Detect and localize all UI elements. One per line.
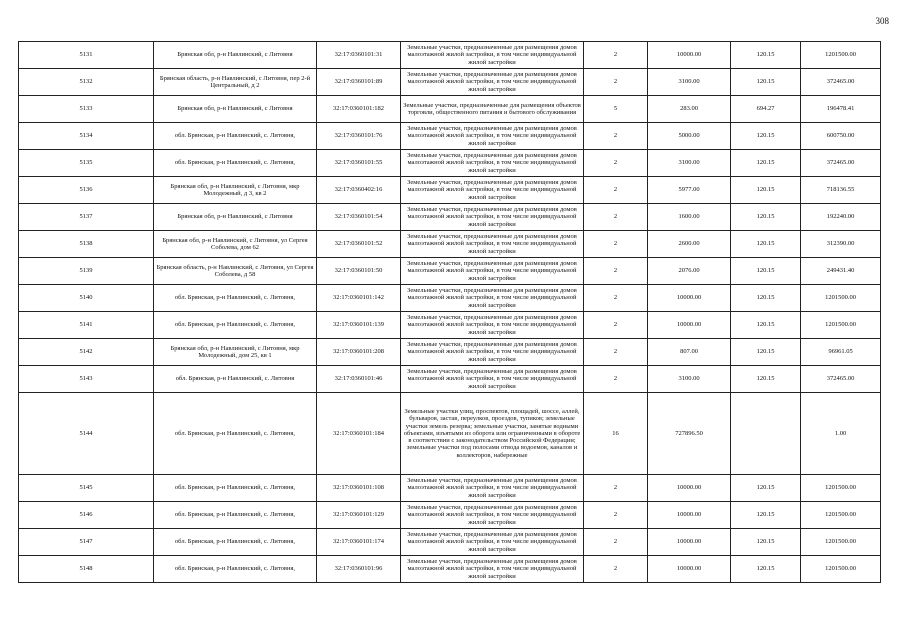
specific-value-cell: 120.15 bbox=[731, 312, 801, 339]
group-number-cell: 2 bbox=[584, 475, 648, 502]
area-cell: 5977.00 bbox=[648, 177, 731, 204]
specific-value-cell: 120.15 bbox=[731, 177, 801, 204]
land-use-cell: Земельные участки, предназначенные для размещения объектов торговли, общественного питания и бытового обслуживания bbox=[401, 96, 584, 123]
cadastral-number-cell: 32:17:0360101:54 bbox=[317, 204, 401, 231]
address-cell: обл. Брянская, р-н Навлинский, с. Литовня, bbox=[154, 502, 317, 529]
cadastral-value-cell: 372465.00 bbox=[801, 366, 881, 393]
address-cell: обл. Брянская, р-н Навлинский, с. Литовня, bbox=[154, 123, 317, 150]
cadastral-number-cell: 32:17:0360101:52 bbox=[317, 231, 401, 258]
land-use-cell: Земельные участки, предназначенные для размещения домов малоэтажной жилой застройки, в том числе индивидуальной жилой застройки bbox=[401, 475, 584, 502]
group-number-cell: 5 bbox=[584, 96, 648, 123]
record-number-cell: 5137 bbox=[19, 204, 154, 231]
cadastral-number-cell: 32:17:0360101:174 bbox=[317, 529, 401, 556]
record-number-cell: 5147 bbox=[19, 529, 154, 556]
record-number-cell: 5134 bbox=[19, 123, 154, 150]
specific-value-cell: 120.15 bbox=[731, 366, 801, 393]
specific-value-cell: 120.15 bbox=[731, 502, 801, 529]
table-row bbox=[19, 69, 881, 96]
cadastral-value-cell: 96961.05 bbox=[801, 339, 881, 366]
area-cell: 10000.00 bbox=[648, 556, 731, 583]
group-number-cell: 2 bbox=[584, 69, 648, 96]
group-number-cell: 16 bbox=[584, 393, 648, 475]
record-number-cell: 5140 bbox=[19, 285, 154, 312]
address-cell: обл. Брянская, р-н Навлинский, с. Литовня, bbox=[154, 285, 317, 312]
land-use-cell: Земельные участки, предназначенные для размещения домов малоэтажной жилой застройки, в том числе индивидуальной жилой застройки bbox=[401, 339, 584, 366]
land-use-cell: Земельные участки, предназначенные для размещения домов малоэтажной жилой застройки, в том числе индивидуальной жилой застройки bbox=[401, 366, 584, 393]
area-cell: 807.00 bbox=[648, 339, 731, 366]
specific-value-cell: 120.15 bbox=[731, 204, 801, 231]
record-number-cell: 5135 bbox=[19, 150, 154, 177]
record-number-cell: 5131 bbox=[19, 42, 154, 69]
cadastral-value-cell: 249431.40 bbox=[801, 258, 881, 285]
cadastral-number-cell: 32:17:0360101:89 bbox=[317, 69, 401, 96]
table-row bbox=[19, 285, 881, 312]
land-use-cell: Земельные участки, предназначенные для размещения домов малоэтажной жилой застройки, в том числе индивидуальной жилой застройки bbox=[401, 312, 584, 339]
cadastral-number-cell: 32:17:0360101:208 bbox=[317, 339, 401, 366]
cadastral-value-cell: 718136.55 bbox=[801, 177, 881, 204]
area-cell: 3100.00 bbox=[648, 150, 731, 177]
land-use-cell: Земельные участки, предназначенные для размещения домов малоэтажной жилой застройки, в том числе индивидуальной жилой застройки bbox=[401, 42, 584, 69]
group-number-cell: 2 bbox=[584, 312, 648, 339]
area-cell: 10000.00 bbox=[648, 285, 731, 312]
specific-value-cell: 120.15 bbox=[731, 285, 801, 312]
group-number-cell: 2 bbox=[584, 529, 648, 556]
land-use-cell: Земельные участки, предназначенные для размещения домов малоэтажной жилой застройки, в том числе индивидуальной жилой застройки bbox=[401, 177, 584, 204]
cadastral-value-cell: 192240.00 bbox=[801, 204, 881, 231]
specific-value-cell: 120.15 bbox=[731, 339, 801, 366]
address-cell: Брянская обл, р-н Навлинский, с Литовня, мкр Молодежный, д 3, кв 2 bbox=[154, 177, 317, 204]
table-row bbox=[19, 258, 881, 285]
record-number-cell: 5132 bbox=[19, 69, 154, 96]
specific-value-cell: 120.15 bbox=[731, 529, 801, 556]
table-row bbox=[19, 475, 881, 502]
specific-value-cell: 120.15 bbox=[731, 556, 801, 583]
area-cell: 10000.00 bbox=[648, 502, 731, 529]
cadastral-value-cell: 1201500.00 bbox=[801, 502, 881, 529]
land-use-cell: Земельные участки улиц, проспектов, площадей, шоссе, аллей, бульваров, застав, переулков, проездов, тупиков; земельные участки земель резерва; земельные участки, занятые водными объектами, изъятыми из оборота или ограниченными в обороте в соответствии с законодательством Российской Федерации; земельные участки под полосами отвода водоемов, каналов и коллекторов, набережные bbox=[401, 393, 584, 475]
area-cell: 10000.00 bbox=[648, 42, 731, 69]
cadastral-value-cell: 372465.00 bbox=[801, 69, 881, 96]
address-cell: Брянская область, р-н Навлинский, с Литовня, пер 2-й Центральный, д 2 bbox=[154, 69, 317, 96]
address-cell: Брянская обл, р-н Навлинский, с Литовня bbox=[154, 96, 317, 123]
cadastral-value-cell: 1201500.00 bbox=[801, 312, 881, 339]
table-row bbox=[19, 502, 881, 529]
record-number-cell: 5136 bbox=[19, 177, 154, 204]
group-number-cell: 2 bbox=[584, 123, 648, 150]
area-cell: 727896.50 bbox=[648, 393, 731, 475]
record-number-cell: 5142 bbox=[19, 339, 154, 366]
cadastral-value-cell: 600750.00 bbox=[801, 123, 881, 150]
table-row bbox=[19, 150, 881, 177]
group-number-cell: 2 bbox=[584, 258, 648, 285]
cadastral-number-cell: 32:17:0360101:129 bbox=[317, 502, 401, 529]
address-cell: Брянская область, р-н Навлинский, с Литовня, ул Сергея Соболева, д 58 bbox=[154, 258, 317, 285]
record-number-cell: 5143 bbox=[19, 366, 154, 393]
group-number-cell: 2 bbox=[584, 339, 648, 366]
address-cell: обл. Брянская, р-н Навлинский, с. Литовня, bbox=[154, 529, 317, 556]
group-number-cell: 2 bbox=[584, 556, 648, 583]
cadastral-value-cell: 1.00 bbox=[801, 393, 881, 475]
cadastral-number-cell: 32:17:0360101:108 bbox=[317, 475, 401, 502]
land-use-cell: Земельные участки, предназначенные для размещения домов малоэтажной жилой застройки, в том числе индивидуальной жилой застройки bbox=[401, 204, 584, 231]
specific-value-cell: 120.15 bbox=[731, 475, 801, 502]
cadastral-number-cell: 32:17:0360101:50 bbox=[317, 258, 401, 285]
cadastral-number-cell: 32:17:0360101:96 bbox=[317, 556, 401, 583]
cadastral-value-cell: 312390.00 bbox=[801, 231, 881, 258]
cadastral-value-cell: 1201500.00 bbox=[801, 475, 881, 502]
cadastral-value-cell: 1201500.00 bbox=[801, 285, 881, 312]
table-row bbox=[19, 177, 881, 204]
address-cell: Брянская обл, р-н Навлинский, с Литовня bbox=[154, 42, 317, 69]
group-number-cell: 2 bbox=[584, 231, 648, 258]
address-cell: обл. Брянская, р-н Навлинский, с. Литовня, bbox=[154, 312, 317, 339]
cadastral-number-cell: 32:17:0360101:139 bbox=[317, 312, 401, 339]
cadastral-value-cell: 196478.41 bbox=[801, 96, 881, 123]
cadastral-value-table bbox=[18, 41, 881, 583]
land-use-cell: Земельные участки, предназначенные для размещения домов малоэтажной жилой застройки, в том числе индивидуальной жилой застройки bbox=[401, 69, 584, 96]
cadastral-number-cell: 32:17:0360101:142 bbox=[317, 285, 401, 312]
group-number-cell: 2 bbox=[584, 177, 648, 204]
group-number-cell: 2 bbox=[584, 204, 648, 231]
specific-value-cell: 120.15 bbox=[731, 231, 801, 258]
cadastral-value-cell: 1201500.00 bbox=[801, 529, 881, 556]
cadastral-number-cell: 32:17:0360101:31 bbox=[317, 42, 401, 69]
group-number-cell: 2 bbox=[584, 150, 648, 177]
cadastral-number-cell: 32:17:0360101:55 bbox=[317, 150, 401, 177]
address-cell: обл. Брянская, р-н Навлинский, с. Литовня, bbox=[154, 475, 317, 502]
group-number-cell: 2 bbox=[584, 366, 648, 393]
record-number-cell: 5148 bbox=[19, 556, 154, 583]
group-number-cell: 2 bbox=[584, 502, 648, 529]
cadastral-number-cell: 32:17:0360101:184 bbox=[317, 393, 401, 475]
address-cell: Брянская обл, р-н Навлинский, с Литовня, мкр Молодежный, дом 25, кв 1 bbox=[154, 339, 317, 366]
area-cell: 2076.00 bbox=[648, 258, 731, 285]
table-row bbox=[19, 42, 881, 69]
table-body bbox=[19, 42, 881, 583]
land-use-cell: Земельные участки, предназначенные для размещения домов малоэтажной жилой застройки, в том числе индивидуальной жилой застройки bbox=[401, 502, 584, 529]
table-row bbox=[19, 339, 881, 366]
address-cell: обл. Брянская, р-н Навлинский, с. Литовня bbox=[154, 366, 317, 393]
group-number-cell: 2 bbox=[584, 285, 648, 312]
area-cell: 10000.00 bbox=[648, 529, 731, 556]
record-number-cell: 5138 bbox=[19, 231, 154, 258]
area-cell: 2600.00 bbox=[648, 231, 731, 258]
land-use-cell: Земельные участки, предназначенные для размещения домов малоэтажной жилой застройки, в том числе индивидуальной жилой застройки bbox=[401, 258, 584, 285]
cadastral-value-cell: 1201500.00 bbox=[801, 556, 881, 583]
cadastral-number-cell: 32:17:0360101:182 bbox=[317, 96, 401, 123]
record-number-cell: 5145 bbox=[19, 475, 154, 502]
address-cell: Брянская обл, р-н Навлинский, с Литовня bbox=[154, 204, 317, 231]
table-row bbox=[19, 123, 881, 150]
table-row bbox=[19, 231, 881, 258]
table-row bbox=[19, 393, 881, 475]
cadastral-value-cell: 1201500.00 bbox=[801, 42, 881, 69]
land-use-cell: Земельные участки, предназначенные для размещения домов малоэтажной жилой застройки, в том числе индивидуальной жилой застройки bbox=[401, 150, 584, 177]
table-row bbox=[19, 204, 881, 231]
table-row bbox=[19, 556, 881, 583]
land-use-cell: Земельные участки, предназначенные для размещения домов малоэтажной жилой застройки, в том числе индивидуальной жилой застройки bbox=[401, 123, 584, 150]
cadastral-number-cell: 32:17:0360101:76 bbox=[317, 123, 401, 150]
table-row bbox=[19, 366, 881, 393]
specific-value-cell: 120.15 bbox=[731, 69, 801, 96]
cadastral-number-cell: 32:17:0360402:16 bbox=[317, 177, 401, 204]
address-cell: обл. Брянская, р-н Навлинский, с. Литовня, bbox=[154, 393, 317, 475]
record-number-cell: 5141 bbox=[19, 312, 154, 339]
record-number-cell: 5144 bbox=[19, 393, 154, 475]
record-number-cell: 5146 bbox=[19, 502, 154, 529]
specific-value-cell bbox=[731, 393, 801, 475]
specific-value-cell: 120.15 bbox=[731, 42, 801, 69]
table-row bbox=[19, 312, 881, 339]
land-use-cell: Земельные участки, предназначенные для размещения домов малоэтажной жилой застройки, в том числе индивидуальной жилой застройки bbox=[401, 231, 584, 258]
area-cell: 5000.00 bbox=[648, 123, 731, 150]
specific-value-cell: 120.15 bbox=[731, 258, 801, 285]
area-cell: 283.00 bbox=[648, 96, 731, 123]
specific-value-cell: 120.15 bbox=[731, 150, 801, 177]
area-cell: 1600.00 bbox=[648, 204, 731, 231]
area-cell: 10000.00 bbox=[648, 312, 731, 339]
address-cell: Брянская обл, р-н Навлинский, с Литовня, ул Сергея Соболева, дом 62 bbox=[154, 231, 317, 258]
address-cell: обл. Брянская, р-н Навлинский, с. Литовня, bbox=[154, 556, 317, 583]
area-cell: 3100.00 bbox=[648, 366, 731, 393]
land-use-cell: Земельные участки, предназначенные для размещения домов малоэтажной жилой застройки, в том числе индивидуальной жилой застройки bbox=[401, 529, 584, 556]
land-use-cell: Земельные участки, предназначенные для размещения домов малоэтажной жилой застройки, в том числе индивидуальной жилой застройки bbox=[401, 556, 584, 583]
table-row bbox=[19, 96, 881, 123]
cadastral-value-cell: 372465.00 bbox=[801, 150, 881, 177]
record-number-cell: 5133 bbox=[19, 96, 154, 123]
group-number-cell: 2 bbox=[584, 42, 648, 69]
area-cell: 10000.00 bbox=[648, 475, 731, 502]
specific-value-cell: 694.27 bbox=[731, 96, 801, 123]
record-number-cell: 5139 bbox=[19, 258, 154, 285]
area-cell: 3100.00 bbox=[648, 69, 731, 96]
land-use-cell: Земельные участки, предназначенные для размещения домов малоэтажной жилой застройки, в том числе индивидуальной жилой застройки bbox=[401, 285, 584, 312]
address-cell: обл. Брянская, р-н Навлинский, с. Литовня, bbox=[154, 150, 317, 177]
table-row bbox=[19, 529, 881, 556]
page-number: 308 bbox=[875, 16, 889, 26]
cadastral-number-cell: 32:17:0360101:46 bbox=[317, 366, 401, 393]
specific-value-cell: 120.15 bbox=[731, 123, 801, 150]
